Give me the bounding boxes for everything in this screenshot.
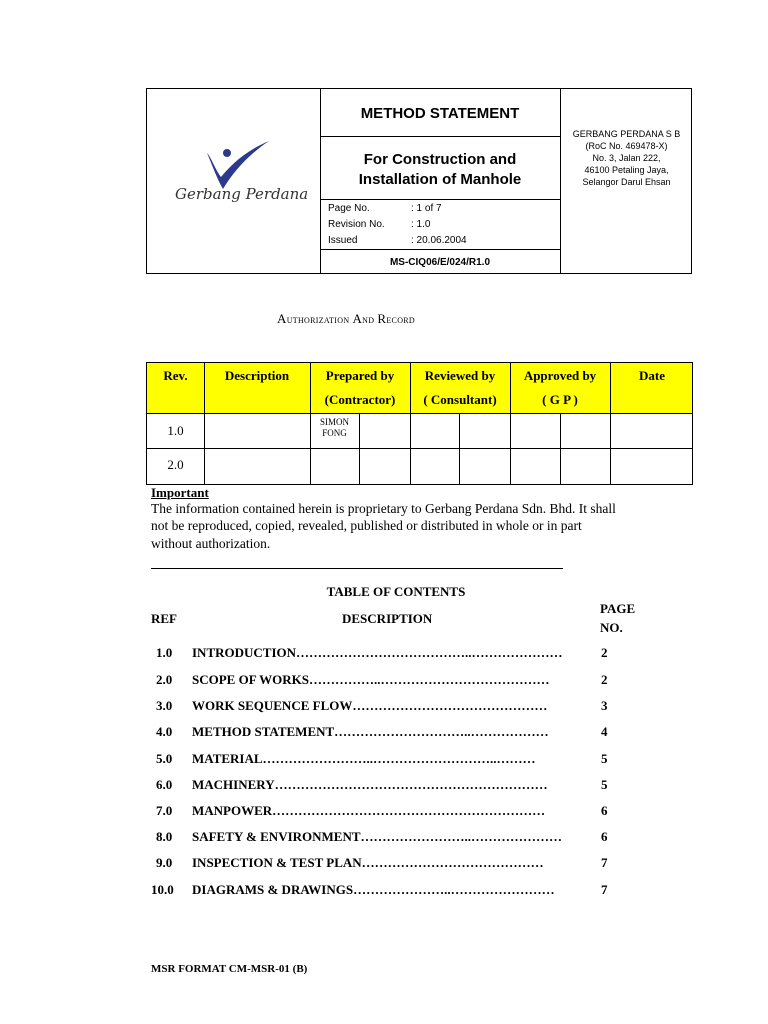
toc-item-ref: 1.0 (156, 645, 173, 660)
important-heading: Important (151, 485, 209, 500)
toc-title: TABLE OF CONTENTS (326, 584, 466, 599)
toc-item-ref: 7.0 (156, 803, 173, 818)
toc-item-page: 5 (601, 751, 608, 766)
logo-text: Gerbang Perdana (175, 185, 309, 203)
document-subtitle-line2: Installation of Manhole (358, 171, 522, 188)
header-box (146, 88, 692, 274)
col-header-approved: Approved by (523, 368, 597, 383)
important-line-3: without authorization. (151, 536, 271, 551)
auth-title-word-3: ecord (386, 314, 415, 326)
toc-item-desc: MACHINERY……………………………………………………… (192, 777, 548, 792)
col-header-approved-sub: ( G P ) (542, 392, 578, 407)
toc-item-desc: METHOD STATEMENT…………………………..……………… (192, 724, 549, 739)
company-roc: (RoC No. 469478-X) (585, 141, 668, 151)
toc-item-desc: INTRODUCTION…………………………………..………………… (192, 645, 563, 660)
toc-item-desc: INSPECTION & TEST PLAN…………………………………… (192, 855, 544, 870)
auth-title-letter-3: R (377, 311, 387, 326)
toc-col-page-1: PAGE (600, 601, 636, 616)
footer-format-code: MSR FORMAT CM-MSR-01 (B) (151, 963, 308, 975)
col-header-prepared-sub: (Contractor) (324, 392, 396, 407)
toc-item-desc: MANPOWER……………………………………………………… (192, 803, 546, 818)
row-1-prepared-line2: FONG (322, 428, 347, 438)
toc-col-ref: REF (151, 611, 177, 626)
toc-item-ref: 9.0 (156, 855, 173, 870)
toc-item-page: 7 (601, 882, 608, 897)
auth-title-word-2: nd (362, 314, 378, 326)
company-logo (161, 139, 311, 219)
header-rule-3 (320, 249, 560, 250)
company-address-1: No. 3, Jalan 222, (592, 153, 661, 163)
toc-item-page: 7 (601, 855, 608, 870)
company-address-3: Selangor Darul Ehsan (582, 177, 671, 187)
toc-item-page: 6 (601, 829, 608, 844)
separator-rule (151, 568, 563, 569)
col-header-description: Description (224, 368, 290, 383)
toc-item-desc: SAFETY & ENVIRONMENT……………………..………………… (192, 829, 563, 844)
header-rule-2 (320, 199, 560, 200)
revision-no-label: Revision No. (328, 219, 385, 230)
col-header-reviewed-sub: ( Consultant) (423, 392, 497, 407)
toc-item-desc: WORK SEQUENCE FLOW……………………………………… (192, 698, 548, 713)
toc-item-ref: 5.0 (156, 751, 173, 766)
toc-item-page: 4 (601, 724, 608, 739)
issued-label: Issued (328, 235, 358, 246)
toc-item-page: 6 (601, 803, 608, 818)
toc-item-page: 5 (601, 777, 608, 792)
important-line-2: not be reproduced, copied, revealed, published or distributed in whole or in part (151, 518, 582, 533)
toc-item-page: 2 (601, 645, 608, 660)
logo-check-icon (161, 139, 311, 219)
company-name: GERBANG PERDANA S B (572, 129, 681, 139)
important-line-1: The information contained herein is proprietary to Gerbang Perdana Sdn. Bhd. It shall (151, 501, 616, 516)
page-no-value: : 1 of 7 (411, 203, 442, 214)
page-no-label: Page No. (328, 203, 370, 214)
row-line-1 (147, 448, 692, 449)
toc-item-page: 3 (601, 698, 608, 713)
auth-title-letter-1: A (277, 311, 287, 326)
document-subtitle-line1: For Construction and (363, 151, 517, 168)
revision-no-value: : 1.0 (411, 219, 431, 230)
toc-item-ref: 3.0 (156, 698, 173, 713)
row-1-prepared-name (310, 417, 359, 439)
toc-col-page-2: NO. (600, 620, 623, 635)
authorization-title (146, 311, 546, 327)
document-number: MS-CIQ06/E/024/R1.0 (389, 257, 491, 268)
row-1-prepared-line1: SIMON (319, 417, 349, 427)
toc-item-desc: SCOPE OF WORKS……………..………………………………… (192, 672, 550, 687)
toc-item-page: 2 (601, 672, 608, 687)
issued-value: : 20.06.2004 (411, 235, 467, 246)
toc-item-ref: 6.0 (156, 777, 173, 792)
document-title: METHOD STATEMENT (360, 105, 520, 122)
toc-item-ref: 4.0 (156, 724, 173, 739)
col-header-date: Date (639, 368, 665, 383)
toc-col-description: DESCRIPTION (342, 611, 433, 626)
auth-title-word-1: uthorization (286, 314, 353, 326)
auth-title-letter-2: A (352, 311, 363, 326)
toc-item-ref: 10.0 (151, 882, 174, 897)
row-2-rev: 2.0 (167, 457, 184, 472)
toc-item-desc: MATERIAL……………………..………………………..……… (192, 751, 536, 766)
company-address-2: 46100 Petaling Jaya, (584, 165, 669, 175)
toc-item-desc: DIAGRAMS & DRAWINGS…………………..…………………… (192, 882, 555, 897)
toc-item-ref: 8.0 (156, 829, 173, 844)
col-header-rev: Rev. (163, 368, 188, 383)
header-rule-1 (320, 136, 560, 137)
toc-item-ref: 2.0 (156, 672, 173, 687)
col-header-prepared: Prepared by (325, 368, 395, 383)
row-1-rev: 1.0 (167, 423, 184, 438)
authorization-table (146, 362, 693, 485)
col-header-reviewed: Reviewed by (424, 368, 496, 383)
